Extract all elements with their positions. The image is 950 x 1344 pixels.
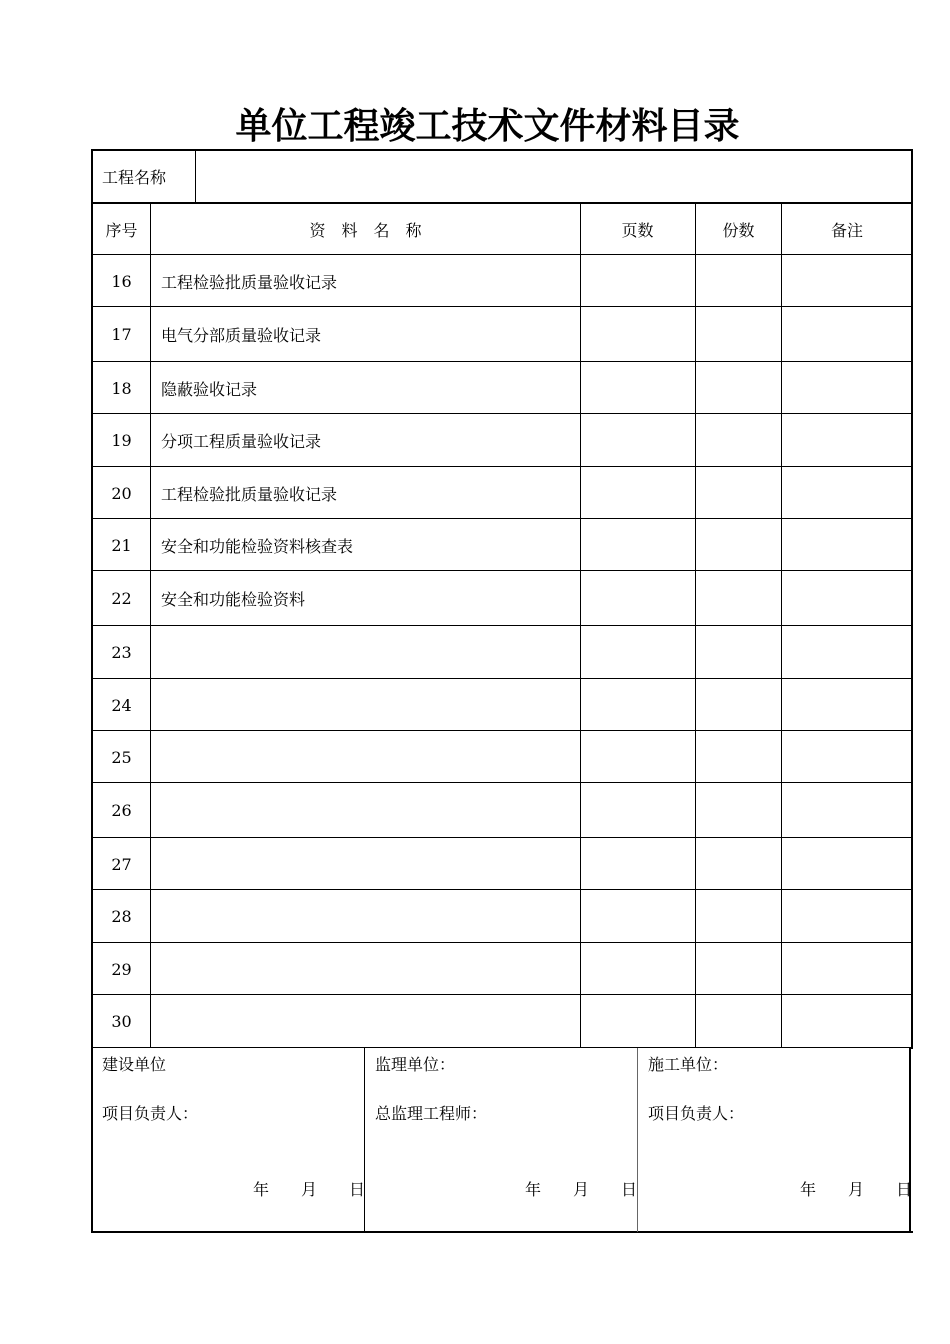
row-pages[interactable] <box>580 995 695 1048</box>
table-line <box>637 1048 638 1232</box>
row-no: 19 <box>111 431 132 450</box>
table-line <box>92 518 912 519</box>
table-row <box>92 783 912 838</box>
row-remarks[interactable] <box>782 943 912 995</box>
project-name-label: 工程名称 <box>102 167 167 187</box>
table-line <box>695 203 696 1048</box>
table-row <box>92 571 912 626</box>
table-line <box>150 203 151 1048</box>
row-material-name[interactable]: 工程检验批质量验收记录 <box>161 484 338 504</box>
row-pages[interactable] <box>580 307 695 362</box>
table-row <box>92 467 912 519</box>
table-line <box>92 889 912 890</box>
table-row <box>92 519 912 571</box>
supervisor-unit-label: 监理单位： <box>375 1055 456 1074</box>
table-line <box>92 837 912 838</box>
header-name: 资 料 名 称 <box>309 220 422 240</box>
table-row <box>92 995 912 1048</box>
contractor-person-label: 项目负责人： <box>648 1104 745 1123</box>
row-copies[interactable] <box>695 571 782 626</box>
row-pages[interactable] <box>580 467 695 519</box>
row-no: 17 <box>111 325 132 344</box>
owner-date: 年 月 日 <box>253 1180 366 1199</box>
project-name-value[interactable] <box>195 150 912 202</box>
table-line <box>92 466 912 467</box>
table-line <box>195 150 196 203</box>
table-row <box>92 626 912 679</box>
table-line <box>364 1048 365 1232</box>
table-row <box>92 731 912 783</box>
table-border-right-lower <box>909 1048 911 1233</box>
row-no: 22 <box>111 589 132 608</box>
table-border-top <box>91 149 913 151</box>
table-line <box>781 203 782 1048</box>
row-copies[interactable] <box>695 519 782 571</box>
row-remarks[interactable] <box>782 362 912 414</box>
row-no: 27 <box>111 854 132 874</box>
row-material-name[interactable]: 安全和功能检验资料核查表 <box>161 536 354 556</box>
row-material-name[interactable] <box>151 838 580 890</box>
row-copies[interactable] <box>695 362 782 414</box>
contractor-date: 年 月 日 <box>800 1180 913 1199</box>
row-copies[interactable] <box>695 943 782 995</box>
owner-unit-label: 建设单位 <box>102 1055 167 1074</box>
row-pages[interactable] <box>580 255 695 307</box>
row-material-name[interactable]: 电气分部质量验收记录 <box>161 326 322 345</box>
header-remarks: 备注 <box>830 220 863 240</box>
row-remarks[interactable] <box>782 626 912 679</box>
table-row <box>92 307 912 362</box>
row-copies[interactable] <box>695 731 782 783</box>
contractor-unit-label: 施工单位： <box>648 1055 729 1074</box>
table-row <box>92 838 912 890</box>
row-material-name[interactable] <box>151 783 580 838</box>
table-line <box>92 306 912 307</box>
row-pages[interactable] <box>580 943 695 995</box>
row-copies[interactable] <box>695 838 782 890</box>
row-pages[interactable] <box>580 571 695 626</box>
row-remarks[interactable] <box>782 467 912 519</box>
table-line <box>92 570 912 571</box>
row-material-name[interactable]: 隐蔽验收记录 <box>161 379 258 399</box>
row-no: 26 <box>111 801 132 820</box>
row-remarks[interactable] <box>782 890 912 943</box>
table-border-right <box>911 149 913 1049</box>
table-row <box>92 255 912 307</box>
table-header-row <box>92 203 912 255</box>
row-remarks[interactable] <box>782 783 912 838</box>
row-remarks[interactable] <box>782 731 912 783</box>
table-line <box>92 361 912 362</box>
row-pages[interactable] <box>580 731 695 783</box>
row-no: 16 <box>111 271 132 291</box>
table-line <box>92 994 912 995</box>
table-row <box>92 890 912 943</box>
table-line <box>92 413 912 414</box>
row-remarks[interactable] <box>782 838 912 890</box>
row-remarks[interactable] <box>782 414 912 467</box>
table-line <box>92 730 912 731</box>
table-line <box>92 678 912 679</box>
header-copies: 份数 <box>722 220 755 240</box>
header-pages: 页数 <box>621 220 654 240</box>
row-copies[interactable] <box>695 467 782 519</box>
row-pages[interactable] <box>580 838 695 890</box>
row-no: 18 <box>111 378 132 398</box>
row-material-name[interactable] <box>151 943 580 995</box>
row-remarks[interactable] <box>782 519 912 571</box>
supervisor-person-label: 总监理工程师： <box>375 1104 488 1123</box>
table-line <box>92 1047 912 1048</box>
row-material-name[interactable] <box>151 731 580 783</box>
row-copies[interactable] <box>695 626 782 679</box>
table-line <box>92 202 912 204</box>
row-no: 24 <box>111 695 132 715</box>
project-row <box>92 150 912 202</box>
row-copies[interactable] <box>695 679 782 731</box>
row-pages[interactable] <box>580 362 695 414</box>
row-remarks[interactable] <box>782 307 912 362</box>
row-remarks[interactable] <box>782 995 912 1048</box>
row-no: 20 <box>111 483 132 503</box>
row-no: 29 <box>111 959 132 979</box>
table-line <box>92 625 912 626</box>
table-row <box>92 943 912 995</box>
table-border-left <box>91 149 93 1233</box>
row-no: 28 <box>111 907 132 926</box>
table-row <box>92 414 912 467</box>
document-title: 单位工程竣工技术文件材料目录 <box>235 105 740 147</box>
row-material-name[interactable]: 分项工程质量验收记录 <box>161 432 322 451</box>
row-copies[interactable] <box>695 995 782 1048</box>
table-border-bottom <box>91 1231 913 1233</box>
owner-person-label: 项目负责人： <box>102 1104 199 1123</box>
row-copies[interactable] <box>695 890 782 943</box>
row-pages[interactable] <box>580 626 695 679</box>
row-remarks[interactable] <box>782 571 912 626</box>
table-line <box>92 782 912 783</box>
row-remarks[interactable] <box>782 679 912 731</box>
row-copies[interactable] <box>695 414 782 467</box>
row-remarks[interactable] <box>782 255 912 307</box>
table-line <box>92 942 912 943</box>
row-material-name[interactable]: 工程检验批质量验收记录 <box>161 272 338 292</box>
row-material-name[interactable] <box>151 679 580 731</box>
row-no: 25 <box>111 747 132 767</box>
row-material-name[interactable]: 安全和功能检验资料 <box>161 590 306 609</box>
row-copies[interactable] <box>695 307 782 362</box>
row-pages[interactable] <box>580 783 695 838</box>
row-no: 21 <box>111 535 132 555</box>
supervisor-date: 年 月 日 <box>525 1180 638 1199</box>
row-copies[interactable] <box>695 255 782 307</box>
table-line <box>92 254 912 255</box>
row-material-name[interactable] <box>151 890 580 943</box>
row-material-name[interactable] <box>151 995 580 1048</box>
row-pages[interactable] <box>580 414 695 467</box>
row-pages[interactable] <box>580 519 695 571</box>
header-no: 序号 <box>105 220 138 240</box>
row-copies[interactable] <box>695 783 782 838</box>
table-line <box>580 203 581 1048</box>
row-pages[interactable] <box>580 890 695 943</box>
table-row <box>92 362 912 414</box>
table-row <box>92 679 912 731</box>
row-pages[interactable] <box>580 679 695 731</box>
row-no: 30 <box>111 1012 132 1031</box>
row-no: 23 <box>111 643 132 662</box>
row-material-name[interactable] <box>151 626 580 679</box>
